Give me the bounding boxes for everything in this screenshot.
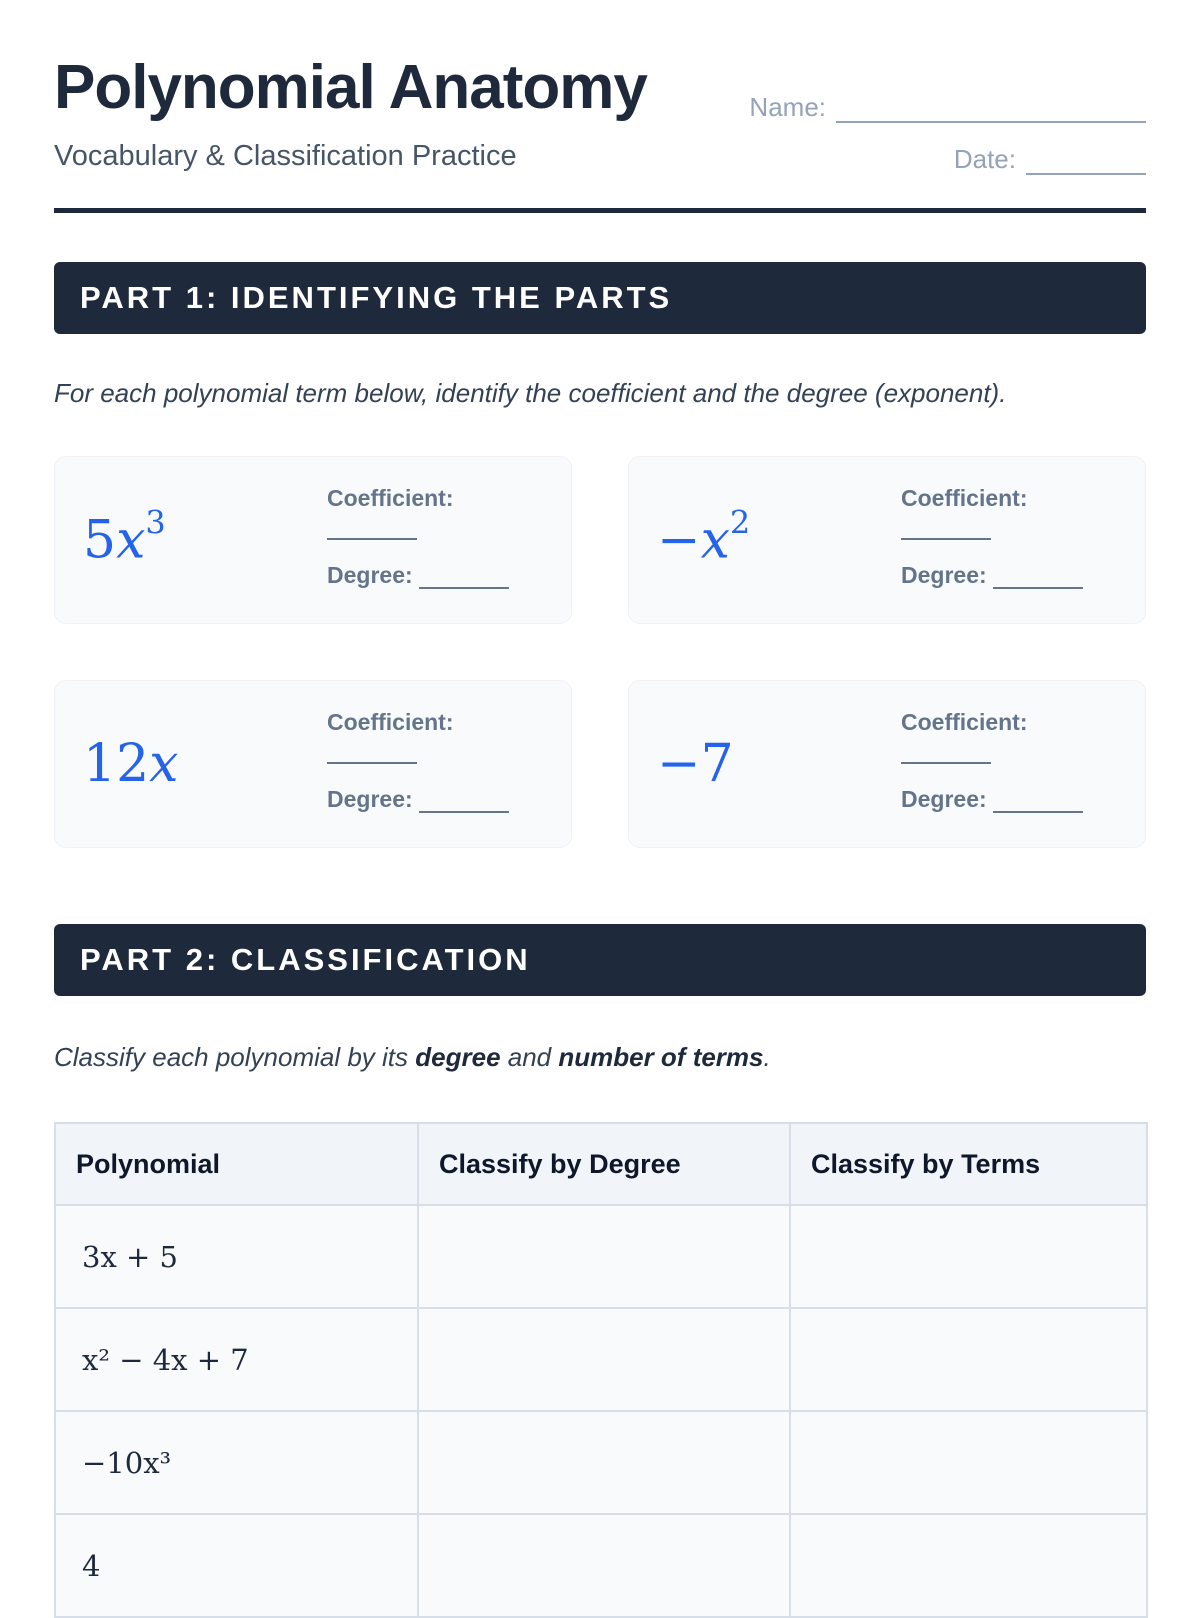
date-field [954, 144, 1146, 175]
page-subtitle: Vocabulary & Classification Practice [54, 140, 517, 172]
coefficient-label: Coefficient: [327, 485, 454, 511]
part2-heading: PART 2: CLASSIFICATION [54, 924, 1146, 996]
degree-label: Degree: [327, 786, 413, 812]
degree-answer-cell[interactable] [418, 1308, 790, 1411]
coefficient-blank[interactable] [901, 538, 991, 540]
degree-label: Degree: [901, 786, 987, 812]
polynomial-cell: 4 [55, 1514, 418, 1617]
table-row [55, 1205, 1147, 1308]
name-field [749, 92, 1146, 123]
coefficient-label: Coefficient: [327, 709, 454, 735]
term-expression: 12x [83, 734, 179, 794]
terms-answer-cell[interactable] [790, 1308, 1147, 1411]
coefficient-blank[interactable] [901, 762, 991, 764]
degree-answer-cell[interactable] [418, 1514, 790, 1617]
name-label: Name: [749, 92, 826, 122]
polynomial-cell: 3x + 5 [55, 1205, 418, 1308]
degree-blank[interactable] [419, 791, 509, 813]
term-card [628, 456, 1146, 624]
coefficient-label: Coefficient: [901, 709, 1028, 735]
table-row [55, 1308, 1147, 1411]
term-card [628, 680, 1146, 848]
column-header: Polynomial [55, 1123, 418, 1205]
name-blank[interactable] [836, 97, 1146, 123]
classification-table [54, 1122, 1148, 1618]
degree-answer-cell[interactable] [418, 1205, 790, 1308]
polynomial-cell: −10x³ [55, 1411, 418, 1514]
term-card [54, 456, 572, 624]
column-header: Classify by Degree [418, 1123, 790, 1205]
date-blank[interactable] [1026, 149, 1146, 175]
part1-heading: PART 1: IDENTIFYING THE PARTS [54, 262, 1146, 334]
degree-blank[interactable] [419, 567, 509, 589]
degree-answer-cell[interactable] [418, 1411, 790, 1514]
page-title: Polynomial Anatomy [54, 53, 647, 122]
table-row [55, 1514, 1147, 1617]
header-divider [54, 208, 1146, 213]
term-expression: −7 [657, 734, 734, 794]
coefficient-blank[interactable] [327, 538, 417, 540]
degree-label: Degree: [327, 562, 413, 588]
coefficient-label: Coefficient: [901, 485, 1028, 511]
part1-instructions: For each polynomial term below, identify the coefficient and the degree (exponent). [54, 378, 1007, 408]
date-label: Date: [953, 144, 1016, 174]
degree-blank[interactable] [993, 791, 1083, 813]
part2-instructions: Classify each polynomial by its degree and number of terms. [54, 1042, 771, 1072]
terms-answer-cell[interactable] [790, 1514, 1147, 1617]
degree-blank[interactable] [993, 567, 1083, 589]
coefficient-blank[interactable] [327, 762, 417, 764]
degree-label: Degree: [901, 562, 987, 588]
column-header: Classify by Terms [790, 1123, 1147, 1205]
terms-answer-cell[interactable] [790, 1411, 1147, 1514]
table-row [55, 1411, 1147, 1514]
term-card [54, 680, 572, 848]
polynomial-cell: x² − 4x + 7 [55, 1308, 418, 1411]
term-expression: $5x^3$ [83, 503, 166, 571]
term-expression: $-x^2$ [657, 503, 751, 571]
terms-answer-cell[interactable] [790, 1205, 1147, 1308]
